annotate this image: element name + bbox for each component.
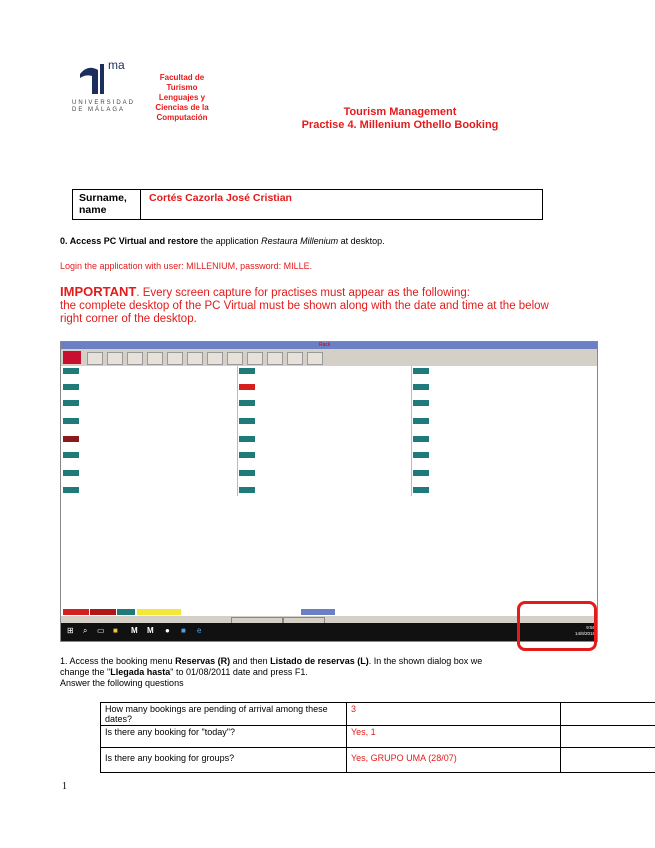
- faculty-line: Turismo: [166, 83, 198, 92]
- step1-text1: 1. Access the booking menu: [60, 656, 176, 666]
- millenium-app-icon-2[interactable]: M: [147, 626, 154, 635]
- legend-swatch: [117, 609, 135, 615]
- name-box: [72, 189, 543, 220]
- name-label-line1: Surname,: [79, 192, 127, 204]
- step1-bold3: Llegada hasta: [110, 667, 171, 677]
- search-icon[interactable]: ⌕: [83, 626, 88, 635]
- question-cell: How many bookings are pending of arrival among these dates?: [101, 703, 347, 726]
- faculty-line: Facultad de: [159, 73, 205, 82]
- room-cell[interactable]: [413, 418, 429, 424]
- answer-cell[interactable]: Yes, GRUPO UMA (28/07): [347, 748, 561, 773]
- room-cell[interactable]: [239, 418, 255, 424]
- room-cell[interactable]: [239, 368, 255, 374]
- important-label: IMPORTANT: [60, 284, 137, 299]
- question-cell: Is there any booking for groups?: [101, 748, 347, 773]
- important-line1: . Every screen capture for practises must appear as the following:: [136, 287, 470, 299]
- room-cell[interactable]: [63, 418, 79, 424]
- edge-icon[interactable]: e: [197, 626, 202, 635]
- room-cell-occupied[interactable]: [239, 384, 255, 390]
- room-cell[interactable]: [413, 487, 429, 493]
- store-icon[interactable]: ■: [181, 626, 186, 635]
- toolbar-button[interactable]: [87, 352, 103, 365]
- step1-paragraph: [60, 656, 620, 689]
- desktop-screenshot: [60, 341, 598, 642]
- login-text: the application with user: MILLENIUM, password: MILLE.: [82, 261, 313, 271]
- toolbar-button[interactable]: [227, 352, 243, 365]
- step0-paragraph: [60, 236, 620, 247]
- legend-swatch: [90, 609, 116, 615]
- chrome-icon[interactable]: ●: [165, 626, 170, 635]
- window-title: Rack: [319, 342, 331, 348]
- step1-bold1: Reservas (R): [175, 656, 231, 666]
- toolbar-button[interactable]: [107, 352, 123, 365]
- room-cell[interactable]: [239, 452, 255, 458]
- step0-text1: the application: [198, 236, 262, 246]
- room-cell[interactable]: [63, 368, 79, 374]
- toolbar-button[interactable]: [147, 352, 163, 365]
- clock-time: 9:56: [586, 625, 595, 630]
- logo-text-line2: DE MÁLAGA: [72, 107, 126, 113]
- room-cell[interactable]: [239, 400, 255, 406]
- step1-text5: " to 01/08/2011 date and press F1.: [170, 667, 308, 677]
- step1-bold2: Listado de reservas (L): [270, 656, 369, 666]
- step0-text2: at desktop.: [338, 236, 385, 246]
- page-number: 1: [62, 781, 67, 792]
- login-word: Login: [60, 261, 83, 271]
- answer-cell[interactable]: Yes, 1: [347, 726, 561, 748]
- important-paragraph: [60, 285, 620, 326]
- clock-date: 14/8/2018: [574, 631, 595, 636]
- answer-cell[interactable]: 3: [347, 703, 561, 726]
- faculty-line: Ciencias de la: [155, 103, 209, 112]
- extra-cell: [561, 703, 655, 726]
- logo-text-line1: UNIVERSIDAD: [72, 100, 136, 106]
- room-cell[interactable]: [63, 470, 79, 476]
- step0-italic: Restaura Millenium: [261, 236, 339, 246]
- room-cell[interactable]: [413, 436, 429, 442]
- logo-mark: ma: [108, 58, 125, 72]
- room-cell[interactable]: [63, 487, 79, 493]
- login-paragraph: [60, 261, 620, 272]
- step1-text4: change the ": [60, 667, 111, 677]
- room-cell[interactable]: [239, 436, 255, 442]
- toolbar-button[interactable]: [247, 352, 263, 365]
- file-explorer-icon[interactable]: ■: [113, 626, 118, 635]
- room-cell[interactable]: [413, 384, 429, 390]
- extra-cell: [561, 748, 655, 773]
- room-cell[interactable]: [413, 470, 429, 476]
- toolbar-button[interactable]: [127, 352, 143, 365]
- step1-text6: Answer the following questions: [60, 678, 184, 688]
- toolbar-button[interactable]: [167, 352, 183, 365]
- task-view-icon[interactable]: ▭: [97, 626, 105, 635]
- room-cell[interactable]: [413, 368, 429, 374]
- clock-highlight: [517, 601, 597, 651]
- name-label-line2: name: [79, 204, 107, 216]
- question-cell: Is there any booking for "today"?: [101, 726, 347, 748]
- millenium-app-icon[interactable]: M: [131, 626, 138, 635]
- faculty-line: Lenguajes y: [158, 93, 206, 102]
- extra-cell: [561, 726, 655, 748]
- legend-swatch: [137, 609, 181, 615]
- legend-swatch: [63, 609, 89, 615]
- name-label: [73, 190, 141, 219]
- rack-grid: [61, 366, 597, 608]
- rack-divider: [411, 366, 412, 496]
- room-cell[interactable]: [413, 452, 429, 458]
- legend-swatch: [301, 609, 335, 615]
- table-row: [101, 726, 655, 748]
- step1-text2: and then: [230, 656, 271, 666]
- important-line2: the complete desktop of the PC Virtual must be shown along with the date and time at the below: [60, 300, 549, 312]
- step0-number: 0.: [60, 236, 70, 246]
- faculty-name: [142, 73, 222, 123]
- title-line1: Tourism Management: [343, 106, 457, 118]
- toolbar: [61, 349, 597, 366]
- step1-text3: . In the shown dialog box we: [368, 656, 483, 666]
- table-row: [101, 748, 655, 773]
- room-cell[interactable]: [63, 400, 79, 406]
- room-cell[interactable]: [63, 384, 79, 390]
- toolbar-button[interactable]: [287, 352, 303, 365]
- table-row: [101, 703, 655, 726]
- important-line3: right corner of the desktop.: [60, 313, 197, 325]
- room-cell[interactable]: [63, 452, 79, 458]
- toolbar-button-active[interactable]: [63, 351, 81, 364]
- faculty-line: Computación: [156, 113, 208, 122]
- window-titlebar: [61, 342, 597, 349]
- windows-start-icon[interactable]: ⊞: [67, 626, 74, 635]
- toolbar-button[interactable]: [267, 352, 283, 365]
- name-value: Cortés Cazorla José Cristian: [149, 192, 292, 204]
- rack-divider: [237, 366, 238, 496]
- title-line2: Practise 4. Millenium Othello Booking: [301, 119, 499, 131]
- questions-table: [100, 702, 655, 773]
- toolbar-button[interactable]: [187, 352, 203, 365]
- toolbar-button[interactable]: [207, 352, 223, 365]
- step0-bold: Access PC Virtual and restore: [69, 236, 199, 246]
- room-cell[interactable]: [239, 487, 255, 493]
- document-title: [270, 106, 530, 132]
- room-cell[interactable]: [239, 470, 255, 476]
- room-cell[interactable]: [413, 400, 429, 406]
- room-cell-occupied[interactable]: [63, 436, 79, 442]
- toolbar-button[interactable]: [307, 352, 323, 365]
- university-logo: [72, 60, 142, 120]
